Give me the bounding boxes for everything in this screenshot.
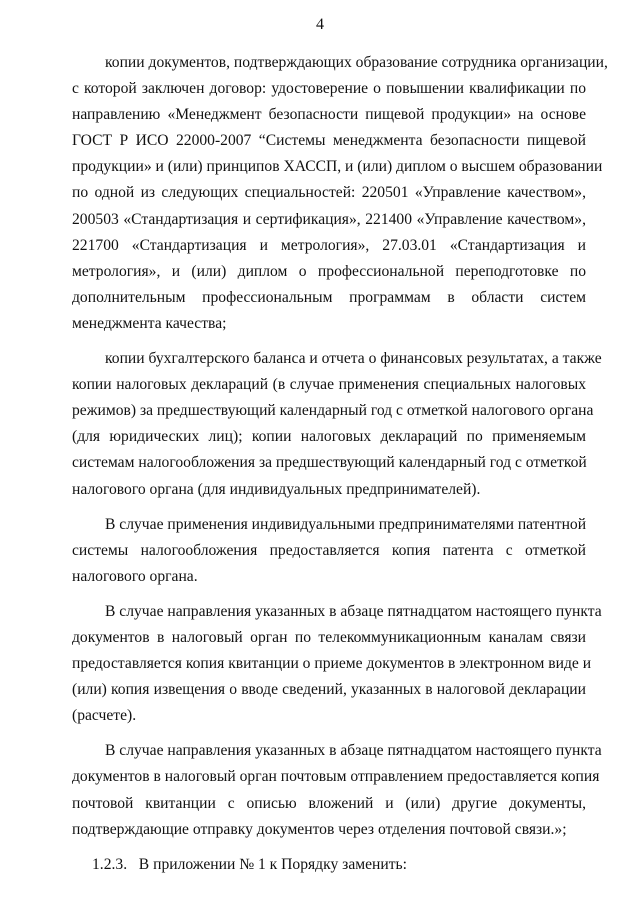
- document-body: [72, 50, 608, 878]
- text-line: с которой заключен договор: удостоверение о повышении квалификации по: [72, 80, 586, 98]
- text-line: менеджмента качества;: [72, 314, 227, 332]
- text-line: почтовой квитанции с описью вложений и (или) другие документы,: [72, 794, 586, 812]
- item-text: В приложении № 1 к Порядку заменить:: [138, 855, 407, 873]
- page-number: 4: [316, 16, 324, 33]
- text-line: ГОСТ Р ИСО 22000-2007 “Системы менеджмента безопасности пищевой: [72, 132, 586, 150]
- text-line: копии документов, подтверждающих образование сотрудника организации,: [105, 54, 608, 71]
- text-line: подтверждающие отправку документов через отделения почтовой связи.»;: [72, 820, 567, 838]
- text-line: налогового органа.: [72, 567, 198, 585]
- paragraph-accounting-documents: [72, 346, 602, 503]
- paragraph-postal-submission: [72, 738, 602, 842]
- text-line: 200503 «Стандартизация и сертификация», 221400 «Управление качеством»,: [72, 210, 586, 228]
- text-line: предоставляется копия квитанции о приеме документов в электронном виде и: [72, 655, 592, 673]
- text-line: (или) копия извещения о вводе сведений, указанных в налоговой декларации: [72, 681, 586, 699]
- item-number: 1.2.3.: [92, 855, 128, 873]
- text-line: по одной из следующих специальностей: 220501 «Управление качеством»,: [72, 184, 586, 202]
- item-line: [72, 852, 586, 878]
- text-line: документов в налоговый орган по телекоммуникационным каналам связи: [72, 628, 586, 646]
- paragraph-education-documents: [72, 50, 608, 337]
- text-line: копии налоговых деклараций (в случае применения специальных налоговых: [72, 376, 586, 394]
- text-line: налогового органа (для индивидуальных предпринимателей).: [72, 480, 481, 498]
- text-line: режимов) за предшествующий календарный год с отметкой налогового органа: [72, 402, 594, 420]
- item-1-2-3: [72, 852, 586, 878]
- text-line: копии бухгалтерского баланса и отчета о финансовых результатах, а также: [105, 350, 602, 368]
- text-line: системам налогообложения за предшествующий календарный год с отметкой: [72, 454, 587, 472]
- paragraph-telecom-submission: [72, 599, 602, 729]
- text-line: (расчете).: [72, 707, 137, 725]
- text-line: В случае направления указанных в абзаце пятнадцатом настоящего пункта: [105, 742, 602, 760]
- text-line: В случае применения индивидуальными предпринимателями патентной: [105, 515, 587, 533]
- text-line: 221700 «Стандартизация и метрология», 27.03.01 «Стандартизация и: [72, 236, 586, 254]
- text-line: метрология», и (или) диплом о профессиональной переподготовке по: [72, 262, 586, 280]
- text-line: В случае направления указанных в абзаце пятнадцатом настоящего пункта: [105, 602, 602, 620]
- text-line: дополнительным профессиональным программам в области систем: [72, 288, 586, 306]
- text-line: документов в налоговый орган почтовым отправлением предоставляется копия: [72, 768, 600, 786]
- text-line: системы налогообложения предоставляется копия патента с отметкой: [72, 541, 586, 559]
- paragraph-patent-system: [72, 512, 586, 590]
- text-line: продукции» и (или) принципов ХАССП, и (или) диплом о высшем образовании: [72, 158, 603, 176]
- text-line: (для юридических лиц); копии налоговых деклараций по применяемым: [72, 428, 586, 446]
- text-line: направлению «Менеджмент безопасности пищевой продукции» на основе: [72, 106, 586, 124]
